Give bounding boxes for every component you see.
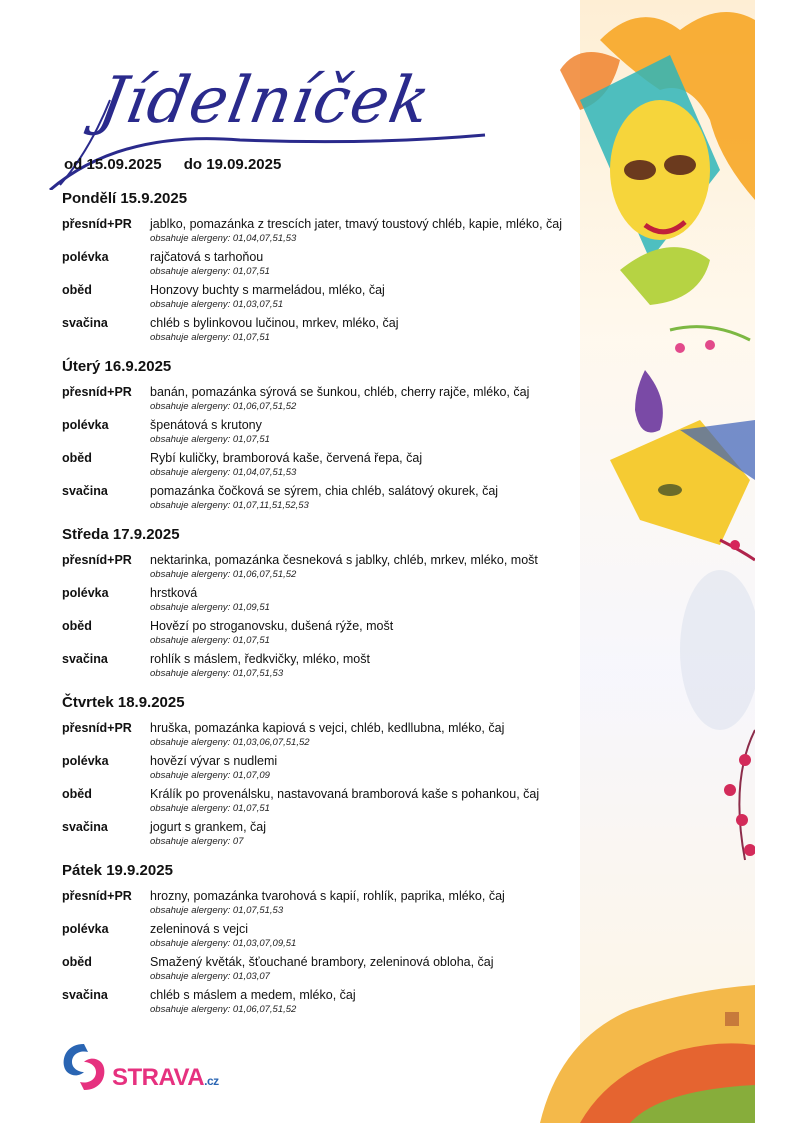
meal-text: zeleninová s vejci — [150, 922, 248, 936]
strava-logo-icon — [60, 1042, 108, 1092]
meal-row — [62, 553, 622, 581]
meal-row — [62, 988, 622, 1016]
meal-label: polévka — [62, 754, 109, 768]
day-title: Pondělí 15.9.2025 — [62, 190, 188, 207]
meal-allergens: obsahuje alergeny: 01,06,07,51,52 — [150, 1004, 297, 1015]
day-section — [62, 694, 622, 848]
date-range — [64, 156, 299, 173]
meal-allergens: obsahuje alergeny: 01,09,51 — [150, 602, 270, 613]
meal-row — [62, 418, 622, 446]
meal-text: chléb s bylinkovou lučinou, mrkev, mléko, čaj — [150, 316, 399, 330]
meal-row — [62, 385, 622, 413]
meal-label: oběd — [62, 955, 92, 969]
day-section — [62, 526, 622, 680]
meal-row — [62, 586, 622, 614]
meal-label: oběd — [62, 283, 92, 297]
meal-label: oběd — [62, 451, 92, 465]
meal-label: polévka — [62, 586, 109, 600]
meal-allergens: obsahuje alergeny: 01,07,09 — [150, 770, 270, 781]
meal-row — [62, 820, 622, 848]
meal-allergens: obsahuje alergeny: 01,07,51 — [150, 803, 270, 814]
meal-row — [62, 217, 622, 245]
strava-logo[interactable] — [60, 1042, 230, 1094]
meal-text: hruška, pomazánka kapiová s vejci, chléb, kedllubna, mléko, čaj — [150, 721, 505, 735]
meal-label: polévka — [62, 922, 109, 936]
meal-row — [62, 721, 622, 749]
day-section — [62, 358, 622, 512]
meal-allergens: obsahuje alergeny: 01,03,07 — [150, 971, 270, 982]
meal-allergens: obsahuje alergeny: 01,03,07,51 — [150, 299, 284, 310]
meal-text: jogurt s grankem, čaj — [150, 820, 267, 834]
meal-text: hovězí vývar s nudlemi — [150, 754, 278, 768]
meal-label: svačina — [62, 820, 108, 834]
meal-allergens: obsahuje alergeny: 01,04,07,51,53 — [150, 233, 297, 244]
meal-text: nektarinka, pomazánka česneková s jablky, chléb, mrkev, mléko, mošt — [150, 553, 538, 567]
day-title: Středa 17.9.2025 — [62, 526, 180, 543]
meal-allergens: obsahuje alergeny: 01,07,11,51,52,53 — [150, 500, 309, 511]
meal-label: svačina — [62, 316, 108, 330]
meal-label: přesníd+PR — [62, 889, 132, 903]
meal-text: Hovězí po stroganovsku, dušená rýže, mošt — [150, 619, 394, 633]
meal-allergens: obsahuje alergeny: 01,07,51 — [150, 332, 270, 343]
meal-allergens: obsahuje alergeny: 01,03,06,07,51,52 — [150, 737, 310, 748]
page-title: Jídelníček — [93, 64, 437, 138]
meal-row — [62, 652, 622, 680]
meal-row — [62, 283, 622, 311]
day-title: Čtvrtek 18.9.2025 — [62, 694, 185, 711]
date-to: do 19.09.2025 — [183, 156, 282, 173]
menu-days — [62, 190, 622, 1030]
logo-text — [112, 1064, 219, 1092]
meal-label: svačina — [62, 988, 108, 1002]
meal-label: polévka — [62, 418, 109, 432]
date-from: od 15.09.2025 — [64, 156, 162, 173]
meal-text: Králík po provenálsku, nastavovaná bramborová kaše s pohankou, čaj — [150, 787, 540, 801]
meal-allergens: obsahuje alergeny: 01,07,51,53 — [150, 668, 284, 679]
meal-label: přesníd+PR — [62, 721, 132, 735]
meal-row — [62, 451, 622, 479]
meal-row — [62, 955, 622, 983]
meal-text: pomazánka čočková se sýrem, chia chléb, salátový okurek, čaj — [150, 484, 499, 498]
meal-text: hrozny, pomazánka tvarohová s kapií, rohlík, paprika, mléko, čaj — [150, 889, 505, 903]
meal-text: jablko, pomazánka z trescích jater, tmavý toustový chléb, kapie, mléko, čaj — [150, 217, 562, 231]
meal-text: Smažený květák, šťouchané brambory, zeleninová obloha, čaj — [150, 955, 494, 969]
meal-label: přesníd+PR — [62, 217, 132, 231]
meal-row — [62, 754, 622, 782]
day-title: Pátek 19.9.2025 — [62, 862, 173, 879]
meal-row — [62, 316, 622, 344]
meal-allergens: obsahuje alergeny: 01,06,07,51,52 — [150, 401, 297, 412]
meal-allergens: obsahuje alergeny: 01,06,07,51,52 — [150, 569, 297, 580]
meal-allergens: obsahuje alergeny: 01,07,51 — [150, 635, 270, 646]
day-section — [62, 862, 622, 1016]
day-section — [62, 190, 622, 344]
logo-name: STRAVA — [112, 1064, 205, 1091]
meal-text: banán, pomazánka sýrová se šunkou, chléb, cherry rajče, mléko, čaj — [150, 385, 530, 399]
logo-suffix: .cz — [204, 1074, 219, 1088]
meal-text: rohlík s máslem, ředkvičky, mléko, mošt — [150, 652, 370, 666]
meal-text: Rybí kuličky, bramborová kaše, červená řepa, čaj — [150, 451, 423, 465]
meal-allergens: obsahuje alergeny: 01,07,51 — [150, 434, 270, 445]
meal-row — [62, 619, 622, 647]
meal-row — [62, 250, 622, 278]
meal-allergens: obsahuje alergeny: 01,03,07,09,51 — [150, 938, 297, 949]
meal-row — [62, 484, 622, 512]
meal-allergens: obsahuje alergeny: 07 — [150, 836, 244, 847]
meal-allergens: obsahuje alergeny: 01,04,07,51,53 — [150, 467, 297, 478]
meal-row — [62, 889, 622, 917]
day-title: Úterý 16.9.2025 — [62, 358, 172, 375]
meal-text: špenátová s krutony — [150, 418, 262, 432]
meal-row — [62, 787, 622, 815]
meal-allergens: obsahuje alergeny: 01,07,51,53 — [150, 905, 284, 916]
meal-row — [62, 922, 622, 950]
meal-text: hrstková — [150, 586, 198, 600]
meal-text: rajčatová s tarhoňou — [150, 250, 264, 264]
meal-label: přesníd+PR — [62, 553, 132, 567]
meal-label: oběd — [62, 787, 92, 801]
meal-text: Honzovy buchty s marmeládou, mléko, čaj — [150, 283, 385, 297]
meal-label: svačina — [62, 484, 108, 498]
meal-text: chléb s máslem a medem, mléko, čaj — [150, 988, 356, 1002]
meal-allergens: obsahuje alergeny: 01,07,51 — [150, 266, 270, 277]
meal-label: svačina — [62, 652, 108, 666]
meal-label: oběd — [62, 619, 92, 633]
meal-label: polévka — [62, 250, 109, 264]
meal-label: přesníd+PR — [62, 385, 132, 399]
